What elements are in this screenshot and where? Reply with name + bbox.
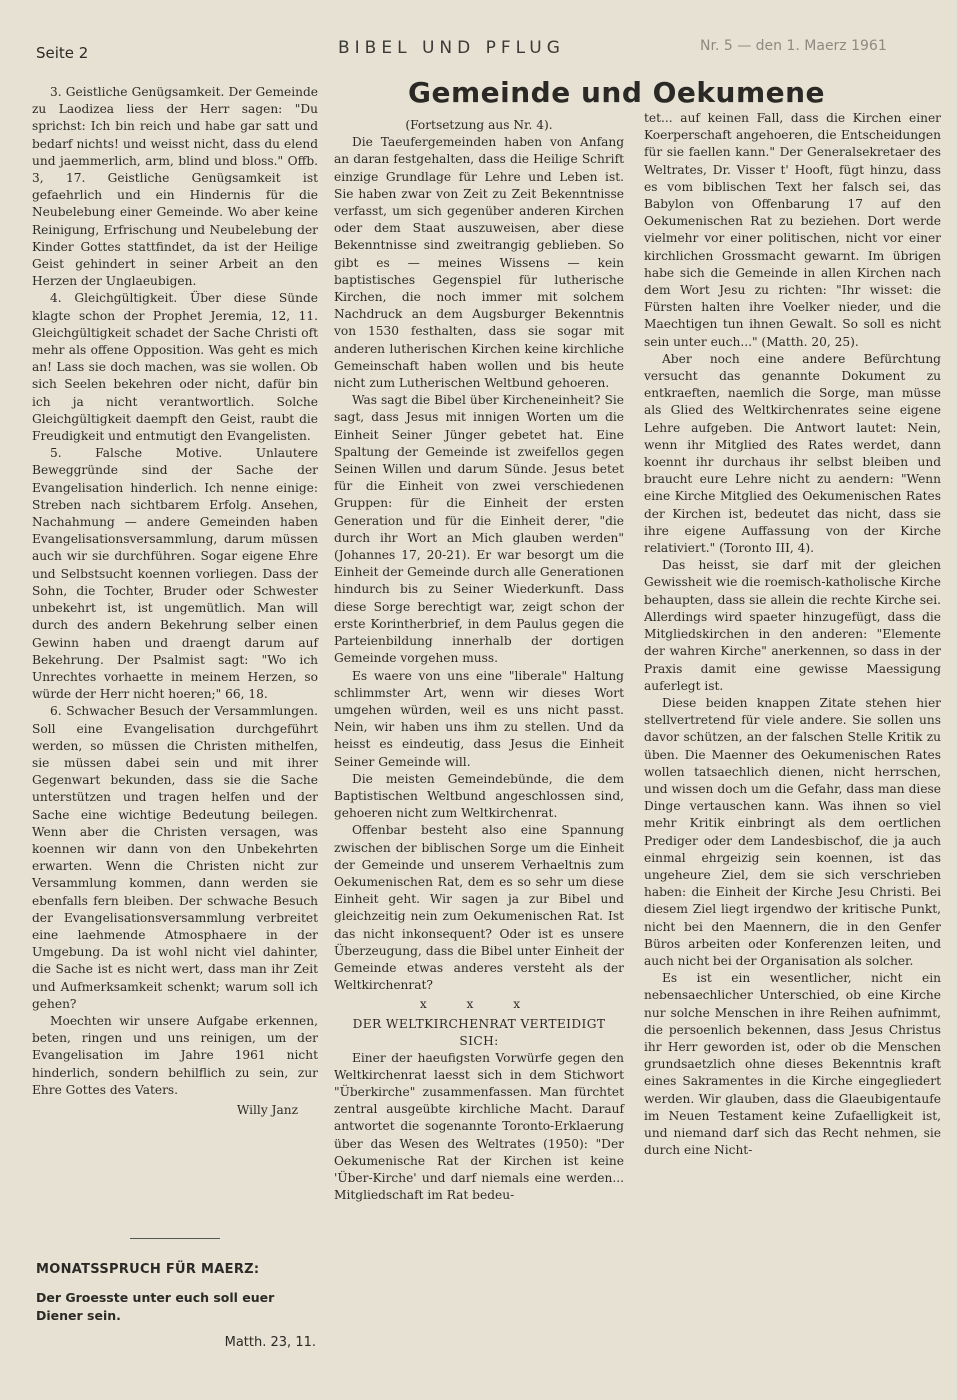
monatsspruch-box [36,1262,320,1350]
paragraph: tet... auf keinen Fall, dass die Kirchen einer Koerperschaft angehoeren, die Entscheidungen für sie faellen kann." Der Generalsekretaer des Weltrates, Dr. Visser t' Hooft, fügt hinzu, dass es vom biblischen Text her falsch sei, das Babylon von Offenbarung 17 auf den Oekumenischen Rat zu beziehen. Dort werde vielmehr vor einer politischen, nicht vor einer kirchlichen Grossmacht gewarnt. Im übrigen habe sich die Gemeinde in allen Kirchen nach dem Wort Jesu zu richten: "Ihr wisset: die Fürsten halten ihre Voelker nieder, und die Maechtigen tun ihnen Gewalt. So soll es nicht sein unter euch..." (Matth. 20, 25). [644,111,941,349]
column-middle [334,117,624,1204]
issue-date: Nr. 5 — den 1. Maerz 1961 [700,38,887,54]
section-subheading: DER WELTKIRCHENRAT VERTEIDIGT SICH: [352,1016,606,1048]
paragraph: Einer der haeufigsten Vorwürfe gegen den Weltkirchenrat laesst sich in dem Stichwort "Überkirche" zusammenfassen. Man fürchtet zentral ausgeübte kirchliche Macht. Darauf antwortet die sogenannte Toronto-Erklaerung über das Wesen des Weltrates (1950): "Der Oekumenische Rat der Kirchen ist keine 'Über-Kirche' und darf niemals eine werden... Mitgliedschaft im Rat bedeu- [334,1050,624,1203]
paragraph: 3. Geistliche Genügsamkeit. Der Gemeinde zu Laodizea liess der Herr sagen: "Du sprichst: Ich bin reich und habe gar satt und bedarf nichts! und weisst nicht, dass du elend und jaemmerlich, arm, blind und bloss." Offb. 3, 17. Geistliche Genügsamkeit ist gefaehrlich und ein Hindernis für die Neubelebung einer Gemeinde. Wo aber keine Reinigung, Erfrischung und Neubelebung der Kinder Gottes stattfindet, da ist der Heilige Geist gehindert in seiner Arbeit an den Herzen der Unglaeubigen. [32,85,318,289]
author-signature: Willy Janz [236,1102,298,1117]
monatsspruch-text: Der Groesste unter euch soll euer Diener sein. [36,1290,275,1323]
paragraph: 5. Falsche Motive. Unlautere Beweggründe sind der Sache der Evangelisation hinderlich. Ich nenne einige: Streben nach sichtbarem Erfolg. Ansehen, Nachahmung — andere Gemeinden haben Evangelisationsversammlung, darum müssen auch wir sie durchführen. Sogar eigene Ehre und Selbstsucht koennen vorliegen. Dass der Sohn, die Tochter, Bruder oder Schwester unbekehrt ist, ist ungemütlich. Man will durch des andern Bekehrung selber einen Gewinn haben und draengt darum auf Bekehrung. Der Psalmist sagt: "Wo ich Unrechtes vorhaette in meinem Herzen, so würde der Herr nicht hoeren;" 66, 18. [32,446,318,702]
paragraph: Offenbar besteht also eine Spannung zwischen der biblischen Sorge um die Einheit der Gemeinde und unserem Verhaeltnis zum Oekumenischen Rat, dem es so sehr um diese Einheit geht. Wir sagen ja zur Bibel und gleichzeitig nein zum Oekumenischen Rat. Ist das nicht inkonsequent? Oder ist es unsere Überzeugung, dass die Bibel unter Einheit der Gemeinde etwas anderes versteht als der Weltkirchenrat? [334,823,624,993]
masthead-title: BIBEL UND PFLUG [338,38,565,58]
paragraph: Es waere von uns eine "liberale" Haltung schlimmster Art, wenn wir dieses Wort umgehen würden, weil es uns nicht passt. Nein, wir haben uns ihm zu stellen. Und da heisst es eindeutig, dass Jesus die Einheit Seiner Gemeinde will. [334,668,624,769]
paragraph: Aber noch eine andere Befürchtung versucht das genannte Dokument zu entkraeften, naemlich die Sorge, man müsse als Glied des Weltkirchenrates seine eigene Lehre aufgeben. Die Antwort lautet: Nein, wenn ihr Mitglied des Rates werdet, dann koennt ihr durchaus ihr selbst bleiben und braucht eure Lehre nicht zu aendern: "Wenn eine Kirche Mitglied des Oekumenischen Rates der Kirchen ist, bedeutet das nicht, dass sie ihre eigene Auffassung von der Kirche relativiert." (Toronto III, 4). [644,351,941,556]
paragraph: 6. Schwacher Besuch der Versammlungen. Soll eine Evangelisation durchgeführt werden, so müssen die Christen mithelfen, sie müssen dabei sein und mit ihrer Gegenwart bekunden, dass sie die Sache unterstützen und tragen helfen und der Sache eine wichtige Bedeutung beilegen. Wenn aber die Christen versagen, was koennen wir dann von den Unbekehrten erwarten. Wenn die Christen nicht zur Versammlung kommen, dann werden sie ebenfalls fern bleiben. Der schwache Besuch der Evangelisationsversammlung verbreitet eine laehmende Atmosphaere in der Umgebung. Da ist wohl nicht viel dahinter, die Sache ist es nicht wert, dass man ihr Zeit und Aufmerksamkeit schenkt; warum soll ich gehen? [32,704,318,1011]
monatsspruch-title: MONATSSPRUCH FÜR MAERZ: [36,1262,260,1277]
article-title: Gemeinde und Oekumene [408,76,826,109]
paragraph: Es ist ein wesentlicher, nicht ein nebensaechlicher Unterschied, ob eine Kirche nur solche Menschen in ihre Reihen aufnimmt, die persoenlich bekennen, dass Jesus Christus ihr Herr geworden ist, oder ob die Menschen grundsaetzlich ohne dieses Bekenntnis kraft eines Sakramentes in die Kirche eingegliedert werden. Wir glauben, dass die Glaeubigentaufe im Neuen Testament keine Zufaelligkeit ist, und niemand darf sich das Recht nehmen, sie durch eine Nicht- [644,971,941,1158]
monatsspruch-reference: Matth. 23, 11. [224,1335,316,1350]
page-number: Seite 2 [36,44,89,62]
paragraph: Das heisst, sie darf mit der gleichen Gewissheit wie die roemisch-katholische Kirche behaupten, dass sie allein die rechte Kirche sei. Allerdings wird spaeter hinzugefügt, dass die Mitgliedskirchen in den anderen: "Elemente der wahren Kirche" anerkennen, so dass in der Praxis damit eine gewisse Maessigung auferlegt ist. [644,558,941,693]
paragraph: Diese beiden knappen Zitate stehen hier stellvertretend für viele andere. Sie sollen uns davor schützen, an der falschen Stelle Kritik zu üben. Die Maenner des Oekumenischen Rates wollen tatsaechlich dienen, nicht herrschen, und wissen doch um die Gefahr, dass man diese Dinge vertauschen kann. Was ihnen so viel mehr Kritik einbringt als dem oertlichen Prediger oder dem Landesbischof, die ja auch einmal ehrgeizig sein koennen, ist das ungeheure Ziel, dem sie sich verschrieben haben: die Einheit der Kirche Jesu Christi. Bei diesem Ziel liegt irgendwo der kritische Punkt, nicht bei den Maennern, die in den Genfer Büros arbeiten oder Konferenzen leiten, und auch nicht bei der Organisation als solcher. [644,695,941,968]
divider [130,1238,220,1239]
paragraph: 4. Gleichgültigkeit. Über diese Sünde klagte schon der Prophet Jeremia, 12, 11. Gleichgültigkeit schadet der Sache Christi oft mehr als offene Opposition. Was geht es mich an! Lass sie doch machen, was sie wollen. Ob sich Seelen bekehren oder nicht, dafür bin ich ja nicht verantwortlich. Solche Gleichgültigkeit daempft den Geist, raubt die Freudigkeit und entmutigt den Evangelisten. [32,291,318,444]
column-right [644,110,941,1159]
paragraph: Die meisten Gemeindebünde, die dem Baptistischen Weltbund angeschlossen sind, gehoeren nicht zum Weltkirchenrat. [334,771,624,821]
section-separator: x x x [419,997,539,1012]
paragraph: Was sagt die Bibel über Kircheneinheit? Sie sagt, dass Jesus mit innigen Worten um die Einheit Seiner Jünger gebetet hat. Eine Spaltung der Gemeinde ist zweifellos gegen Seinen Willen und darum Sünde. Jesus betet für die Einheit von zwei verschiedenen Gruppen: für die Einheit der ersten Generation und für die Einheit derer, "die durch ihr Wort an Mich glauben werden" (Johannes 17, 20-21). Er war besorgt um die Einheit der Gemeinde durch alle Generationen hindurch bis zu Seiner Wiederkunft. Dass diese Sorge berechtigt war, zeigt schon der erste Korintherbrief, in dem Paulus gegen die Parteienbildung innerhalb der dortigen Gemeinde vorgehen muss. [334,393,624,666]
paragraph: Moechten wir unsere Aufgabe erkennen, beten, ringen und uns reinigen, um der Evangelisation im Jahre 1961 nicht hinderlich, sondern behilflich zu sein, zur Ehre Gottes des Vaters. [32,1013,318,1097]
paragraph: Die Taeufergemeinden haben von Anfang an daran festgehalten, dass die Heilige Schrift einzige Grundlage für Lehre und Leben ist. Sie haben zwar von Zeit zu Zeit Bekenntnisse verfasst, um sich gegenüber anderen Kirchen oder dem Staat auszuweisen, aber diese Bekenntnisse sind zweitrangig geblieben. So gibt es — meines Wissens — kein baptistisches Gegenspiel für lutherische Kirchen, die noch immer mit solchem Nachdruck an dem Augsburger Bekenntnis von 1530 festhalten, dass sie sogar mit anderen lutherischen Kirchen keine kirchliche Gemeinschaft haben wollen und bis heute nicht zum Lutherischen Weltbund gehoeren. [334,135,624,391]
continuation-note: (Fortsetzung aus Nr. 4). [405,118,553,132]
column-left [32,84,318,1119]
